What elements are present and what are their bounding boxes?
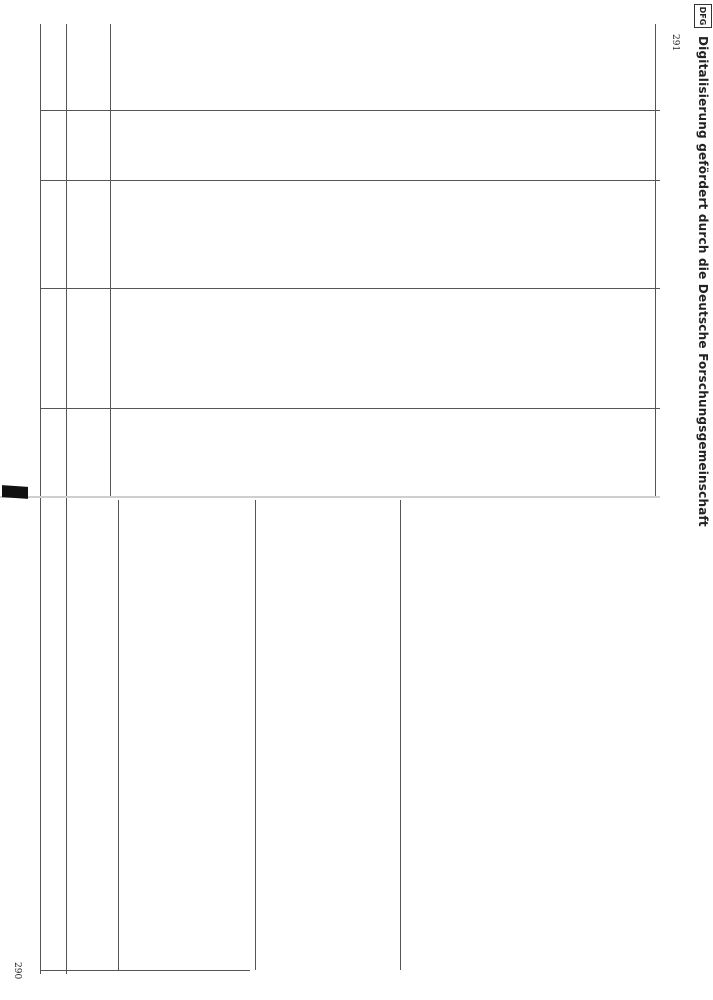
left-page-header-rule [66,24,67,974]
scan-binding-mark [2,485,28,499]
right-page-header-rule-1 [40,60,41,496]
left-page-bottom-rule [40,970,250,971]
right-page-table-body [115,30,650,490]
digitization-credit: Digitalisierung gefördert durch die Deutsche Forschungsgemeinschaft [696,36,710,527]
page-number-right: 291 [670,34,680,52]
digitization-banner [693,4,713,996]
page-fold [0,496,660,498]
right-page-right-rule [655,24,656,496]
dfg-logo-icon: DFG [694,4,712,28]
page-number-left: 290 [12,962,22,980]
right-page-header-rule-2 [110,24,111,496]
left-page-table-body [70,510,650,965]
